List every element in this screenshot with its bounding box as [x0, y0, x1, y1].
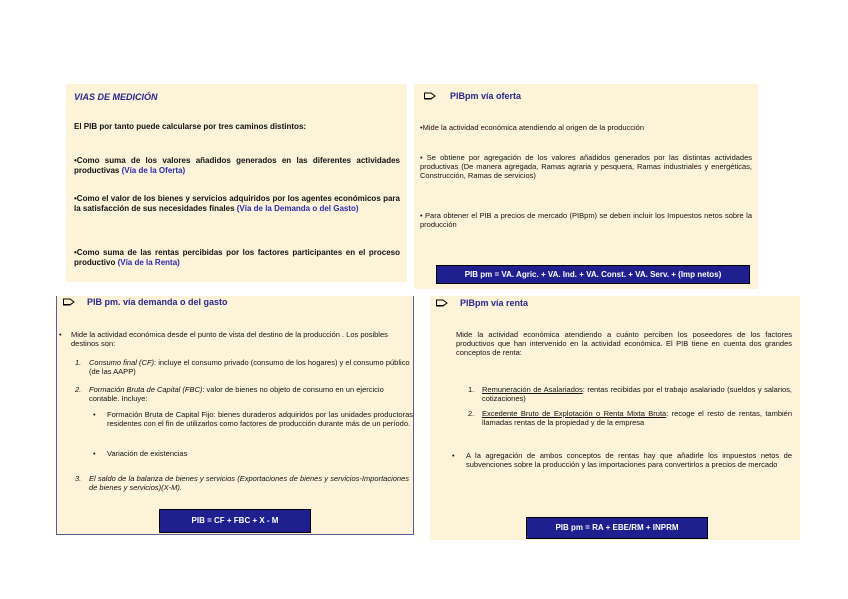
- item-number: 2.: [468, 409, 475, 418]
- item-number: 1.: [75, 358, 82, 367]
- intro-text: Mide la actividad económica atendiendo a cuánto perciben los poseedores de los factores productivos que han intervenido en la actividad económica. El PIB tiene en cuenta dos grandes conceptos de renta:: [456, 330, 792, 357]
- item-text: : valor de bienes no objeto de consumo en un ejercicio contable. Incluye:: [89, 385, 384, 403]
- item-number: 1.: [468, 385, 475, 394]
- item-oferta: [74, 156, 400, 176]
- panel-pibpm-renta: [430, 296, 800, 540]
- line-agregacion: A la agregación de ambos conceptos de rentas hay que añadirle los impuestos netos de subvenciones sobre la producción y las importaciones para convertirlos a precios de mercado: [466, 451, 792, 469]
- panel-title: PIBpm vía oferta: [450, 91, 522, 101]
- arrow-icon: [436, 299, 448, 307]
- item-renta: [74, 248, 400, 268]
- item-consumo: [89, 358, 413, 376]
- intro-text: Mide la actividad económica desde el punto de vista del destino de la producción . Los posibles destinos son:: [71, 330, 388, 348]
- item-fbc: [89, 385, 413, 403]
- panel-title: PIB pm. vía demanda o del gasto: [87, 297, 228, 307]
- line-agregacion: • Se obtiene por agregación de los valores añadidos generados por las distintas actividades productivas (De manera agregada, Ramas agraria y pesquera, Ramas industriales y energéticas, Construcción, Ramas de servicios): [420, 153, 752, 180]
- bullet-dot: •: [93, 410, 96, 419]
- item-text: : incluye el consumo privado (consumo de los hogares) y el consumo público (de las AAPP): [89, 358, 410, 376]
- panel-title: PIBpm vía renta: [460, 298, 529, 308]
- line-impuestos: • Para obtener el PIB a precios de mercado (PIBpm) se deben incluir los Impuestos netos sobre la producción: [420, 211, 752, 229]
- item-link: (Vía de la Demanda o del Gasto): [236, 204, 359, 213]
- panel-pibpm-demanda: [56, 296, 414, 535]
- item-link: (Vía de la Renta): [117, 258, 180, 267]
- item-link: (Vía de la Oferta): [121, 166, 186, 175]
- panel-pibpm-oferta: [414, 84, 758, 289]
- item-label: Remuneración de Asalariados: [482, 385, 583, 394]
- item-text: •Como el valor de los bienes y servicios adquiridos por los agentes económicos para la satisfacción de sus necesidades finales: [74, 194, 400, 213]
- item-number: 3.: [75, 474, 82, 483]
- sub-existencias: Variación de existencias: [107, 449, 188, 458]
- item-number: 2.: [75, 385, 82, 394]
- panel-vias-medicion: [66, 84, 407, 282]
- intro-text: El PIB por tanto puede calcularse por tres caminos distintos:: [74, 122, 307, 131]
- arrow-icon: [424, 92, 436, 100]
- item-label: Formación Bruta de Capital (FBC): [89, 385, 203, 394]
- bullet-dot: •: [59, 330, 62, 339]
- bullet-dot: •: [93, 449, 96, 458]
- formula-box: PIB pm = VA. Agric. + VA. Ind. + VA. Const. + VA. Serv. + (Imp netos): [436, 265, 750, 284]
- formula-box: PIB pm = RA + EBE/RM + INPRM: [526, 517, 708, 539]
- sub-fbcf: Formación Bruta de Capital Fijo: bienes duraderos adquiridos por las unidades productoras residentes con el fin de utilizarlos como factores de producción durante más de un período.: [107, 410, 413, 428]
- item-text: •Como suma de las rentas percibidas por los factores participantes en el proceso productivo: [74, 248, 400, 267]
- bullet-dot: •: [452, 451, 455, 460]
- item-label: Excedente Bruto de Explotación o Renta Mixta Bruta: [482, 409, 667, 418]
- item-demanda: [74, 194, 400, 214]
- item-text: •Como suma de los valores añadidos generados en las diferentes actividades productivas: [74, 156, 400, 175]
- item-text: : recoge el resto de rentas, también llamadas rentas de la propiedad y de la empresa: [482, 409, 793, 427]
- line-mide: •Mide la actividad económica atendiendo al origen de la producción: [420, 123, 645, 132]
- item-text: : rentas recibidas por el trabajo asalariado (sueldos y salarios, cotizaciones): [482, 385, 792, 403]
- formula-box: PIB = CF + FBC + X - M: [159, 509, 311, 533]
- item-label: Consumo final (CF): [89, 358, 155, 367]
- item-ebe: [482, 409, 792, 427]
- arrow-icon: [63, 298, 75, 306]
- item-saldo: El saldo de la balanza de bienes y servicios (Exportaciones de bienes y servicios-Importaciones de bienes y servicios)(X-M).: [89, 474, 409, 492]
- panel-title: VIAS DE MEDICIÓN: [74, 92, 158, 102]
- item-ra: [482, 385, 792, 403]
